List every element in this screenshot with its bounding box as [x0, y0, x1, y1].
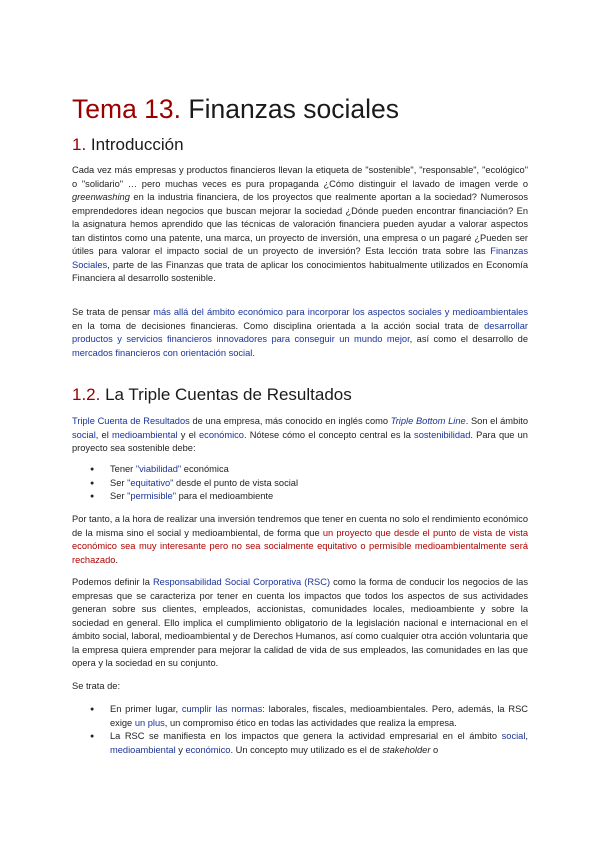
paragraph-intro — [72, 164, 528, 286]
text: . Para que un proyecto sea sostenible debe: — [72, 429, 528, 453]
title-text: Finanzas sociales — [188, 94, 400, 124]
section-number: 1.2. — [72, 385, 101, 404]
paragraph-inversion — [72, 513, 528, 567]
text: Cada vez más empresas y productos financieros llevan la etiqueta de "sostenible", "responsable", "ecológico" o "solidario" … pero muchas veces es pura propaganda ¿Cómo distinguir el lavado de imagen verde o — [72, 165, 528, 189]
link-rsc[interactable]: Responsabilidad Social Corporativa (RSC) — [152, 577, 331, 587]
text: : laborales, fiscales, medioambientales. Pero, además, la RSC exige — [110, 704, 528, 728]
text: . — [252, 347, 255, 358]
link-un-plus[interactable]: un plus — [134, 717, 165, 728]
paragraph-triple — [72, 415, 528, 456]
list-item — [72, 477, 528, 491]
text: . Nótese cómo el concepto central es la — [243, 429, 415, 440]
page-title — [72, 92, 399, 126]
link-highlight[interactable]: desarrollar productos y servicios financieros innovadores para conseguir un mundo mejor — [72, 320, 528, 344]
text: de una empresa, más conocido en inglés como — [189, 416, 391, 426]
link-triple-cuenta[interactable]: Triple Cuenta de Resultados — [72, 416, 190, 426]
text: Ser — [110, 477, 128, 488]
text: La RSC se manifiesta en los impactos que genera la actividad empresarial en el ámbito — [110, 731, 502, 741]
list-item — [72, 730, 528, 757]
section-number: 1. — [72, 135, 87, 154]
text: . Un concepto muy utilizado es el de — [230, 744, 383, 755]
text: , un compromiso ético en todas las actividades que realiza la empresa. — [164, 717, 457, 728]
text: como la forma de conducir los negocios de las empresas que se caracteriza por tener en cuenta los impactos que todos los aspectos de sus actividades generan sobre sus clientes, empleados, accionistas, comunidades locales, medioambiente y sobre la sociedad en general. Ello implica el cumplimiento obligatorio de la legislación nacional e internacional en el ámbito social, laboral, medioambiental y de Derechos Humanos, así como cualquier otra acción voluntaria que la empresa quiera emprender para mejorar la calidad de vida de sus empleados, las comunidades en las que opera y la sociedad en su conjunto. — [72, 577, 528, 668]
text: en la toma de decisiones financieras. Como disciplina orientada a la acción social trata de — [72, 320, 485, 331]
link-social[interactable]: social — [501, 731, 526, 741]
link-economico[interactable]: económico — [199, 429, 244, 440]
text: , así como el desarrollo de — [409, 334, 528, 344]
text: Podemos definir la — [72, 577, 153, 587]
text: , el — [95, 429, 112, 440]
link-finanzas-sociales[interactable]: Finanzas Sociales — [72, 246, 528, 270]
list-item — [72, 463, 528, 477]
text: Por tanto, a la hora de realizar una inversión tendremos que tener en cuenta no solo el rendimiento económico de la misma sino el social y medioambiental, de forma que — [72, 514, 528, 538]
section-heading-triple-cuenta — [72, 384, 352, 406]
highlight-red: un proyecto que desde el punto de vista de vista económico sea muy interesante pero no sea socialmente equitativo o permisible medioambientalmente será rechazado — [72, 527, 528, 565]
text: En primer lugar, — [110, 704, 182, 714]
paragraph-rsc — [72, 576, 528, 671]
link-viabilidad[interactable]: "viabilidad" — [135, 464, 182, 474]
paragraph-intro-2 — [72, 306, 528, 360]
text: Tener — [110, 464, 136, 474]
text: para el medioambiente — [176, 491, 274, 501]
text-italic: greenwashing — [72, 192, 130, 202]
text: desde el punto de vista social — [173, 477, 299, 488]
list-item — [72, 703, 528, 730]
text: o — [430, 744, 439, 755]
text: . Son el ámbito — [465, 416, 529, 426]
link-permisible[interactable]: "permisible" — [127, 491, 177, 501]
link-cumplir-normas[interactable]: cumplir las normas — [181, 704, 263, 714]
link-medioambiental[interactable]: medioambiental — [111, 429, 178, 440]
text: , parte de las Finanzas que trata de aplicar los conocimientos habitualmente utilizados en Economía Financiera al desarrollo sostenible. — [72, 259, 528, 283]
link-medioambiental[interactable]: medioambiental — [110, 744, 176, 755]
text: y el — [177, 429, 199, 440]
link-highlight[interactable]: mercados financieros con orientación social — [72, 347, 253, 358]
title-number: Tema 13. — [72, 94, 182, 124]
link-social[interactable]: social — [72, 429, 96, 440]
link-equitativo[interactable]: "equitativo" — [127, 477, 174, 488]
list-item — [72, 490, 528, 504]
link-triple-bottom-line[interactable]: Triple Bottom Line — [390, 416, 466, 426]
text: en la industria financiera, de los proyectos que realmente aportan a la sociedad? Numerosos emprendedores idean negocios que buscan mejorar la sociedad ¿Dónde pueden encontrar financiación? En la asignatura hemos aprendido que las técnicas de valoración financiera pueden ayudar a valorar aspectos tan distintos como una patente, una marca, un proyecto de inversión, una empresa o un pagaré ¿Pueden ser útiles para valorar el impacto social de un proyecto de inversión? Esta lección trata sobre las — [72, 192, 528, 256]
text: Se trata de pensar — [72, 307, 154, 317]
bullet-list-sostenible — [72, 463, 528, 504]
paragraph-se-trata: Se trata de: — [72, 681, 121, 691]
bullet-list-rsc — [72, 703, 528, 757]
section-heading-introduccion — [72, 134, 184, 156]
text: y — [175, 744, 186, 755]
section-title: La Triple Cuentas de Resultados — [105, 385, 352, 404]
link-sostenibilidad[interactable]: sostenibilidad — [414, 429, 471, 440]
link-economico[interactable]: económico — [185, 744, 231, 755]
link-highlight[interactable]: más allá del ámbito económico para incorporar los aspectos sociales y medioambientales — [153, 307, 528, 317]
text-italic: stakeholder — [382, 744, 431, 755]
text: , — [525, 731, 528, 741]
text: Ser — [110, 491, 128, 501]
text: . — [115, 554, 119, 565]
section-title: Introducción — [90, 135, 184, 154]
text: económica — [181, 464, 229, 474]
